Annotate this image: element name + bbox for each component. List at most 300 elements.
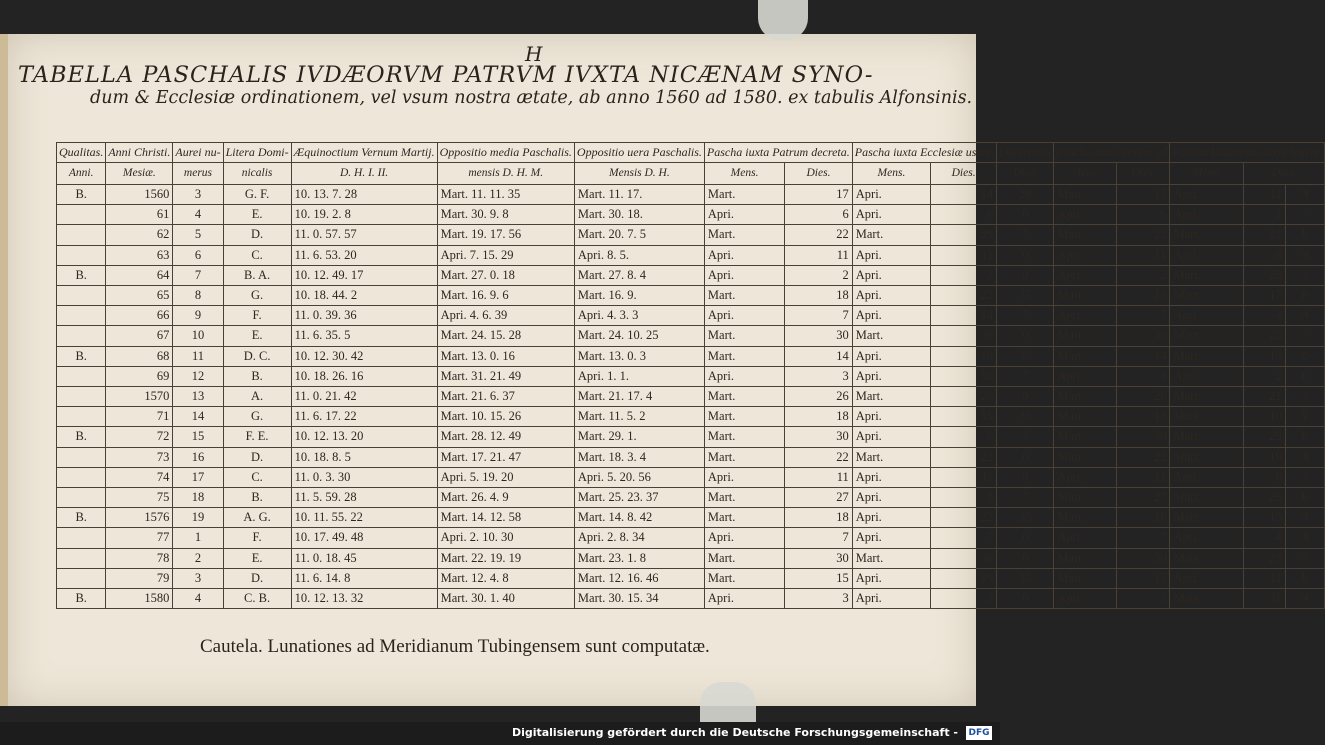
oppositio-uera-cell: Apri. 8. 5. [574,245,704,265]
iudaeorum-mens-cell: Mart. [1170,427,1244,447]
table-row [57,286,1325,306]
year-cell: 62 [106,225,173,245]
patrum-mens-cell: Apri. [704,467,784,487]
ueram-mens-cell: Mart. [1054,387,1117,407]
ueram-mens-cell: Mart. [1054,488,1117,508]
year-cell: 77 [106,528,173,548]
col-header-qualitas: Qualitas. [57,143,106,163]
qualitas-cell: B. [57,346,106,366]
patrum-mens-cell: Mart. [704,447,784,467]
ecclesiae-mens-cell: Mart. [852,548,930,568]
litera-cell: C. [223,245,291,265]
patrum-mens-cell: Apri. [704,306,784,326]
ueram-mens-cell: Mart. [1054,185,1117,205]
litera-cell: F. [223,306,291,326]
litera-cell: G. [223,286,291,306]
oppositio-media-cell: Mart. 14. 12. 58 [437,508,574,528]
col-header-pascha-ueram: Pascha iuxta ueram ☍ [1054,143,1170,163]
patrum-mens-cell: Mart. [704,427,784,447]
oppositio-uera-cell: Mart. 30. 18. [574,205,704,225]
year-cell: 67 [106,326,173,346]
litera-cell: B. A. [223,265,291,285]
patrum-mens-cell: Apri. [704,366,784,386]
subheader-anni: Mesiæ. [106,163,173,185]
planet-symbol-cell: ♃ [1285,185,1324,205]
patrum-dies-cell: 22 [785,225,853,245]
ueram-dies-cell: 26 [1117,387,1170,407]
year-cell: 74 [106,467,173,487]
qualitas-cell [57,528,106,548]
ueram-dies-cell: 30 [1117,326,1170,346]
oppositio-media-cell: Mart. 24. 15. 28 [437,326,574,346]
planet-symbol-cell: ♃ [1285,306,1324,326]
iudaeorum-dies-cell: 23 [1244,548,1286,568]
oppositio-media-cell: Mart. 27. 0. 18 [437,265,574,285]
ueram-dies-cell: 30 [1117,548,1170,568]
ueram-mens-cell: Mart. [1054,407,1117,427]
patrum-dies-cell: 18 [785,508,853,528]
litera-cell: E. [223,205,291,225]
table-title-line-2: dum & Ecclesiæ ordinationem, vel vsum nostra ætate, ab anno 1560 ad 1580. ex tabulis Alfonsinis. [90,88,973,108]
patrum-dies-cell: 2 [785,265,853,285]
ueram-mens-cell: Apri. [1054,306,1117,326]
ecclesiae-dies-cell: 15 [931,407,997,427]
patrum-mens-cell: Mart. [704,326,784,346]
col-header-pascha-patrum: Pascha iuxta Patrum decreta. [704,143,852,163]
ueram-mens-cell: Mart. [1054,326,1117,346]
ecclesiae-dies-cell: 22 [931,447,997,467]
ecclesiae-dies-cell: 19 [931,568,997,588]
ecclesiae-mens-cell: Apri. [852,265,930,285]
oppositio-media-cell: Mart. 11. 11. 35 [437,185,574,205]
table-row [57,407,1325,427]
patrum-mens-cell: Mart. [704,407,784,427]
oppositio-uera-cell: Mart. 16. 9. [574,286,704,306]
planet-symbol-cell: ♄ [1285,568,1324,588]
iudaeorum-mens-cell: Mart. [1170,548,1244,568]
oppositio-media-cell: Apri. 4. 6. 39 [437,306,574,326]
aequinoctium-cell: 10. 11. 55. 22 [291,508,437,528]
aureus-cell: 18 [173,488,223,508]
ueram-dies-cell: 22 [1117,447,1170,467]
litera-cell: C. [223,467,291,487]
qualitas-cell [57,326,106,346]
oppositio-uera-cell: Mart. 30. 15. 34 [574,589,704,609]
litera-cell: A. [223,387,291,407]
iudaeorum-dies-cell: 13 [1244,346,1286,366]
year-cell: 69 [106,366,173,386]
litera-cell: D. C. [223,346,291,366]
planet-symbol-cell: ♄ [1285,488,1324,508]
aequinoctium-cell: 10. 12. 13. 20 [291,427,437,447]
ueram-mens-cell: Apri. [1054,245,1117,265]
subheader-ecclesiae-dies: Dies. [931,163,997,185]
patrum-dies-cell: 27 [785,488,853,508]
aequinoctium-cell: 10. 13. 7. 28 [291,185,437,205]
oppositio-media-cell: Mart. 21. 6. 37 [437,387,574,407]
ueram-dies-cell: 3 [1117,589,1170,609]
oppositio-uera-cell: Mart. 13. 0. 3 [574,346,704,366]
ueram-dies-cell: 30 [1117,427,1170,447]
iudaeorum-mens-cell: Mart. [1170,508,1244,528]
oppositio-uera-cell: Mart. 11. 5. 2 [574,407,704,427]
ueram-mens-cell: Mart. [1054,427,1117,447]
qualitas-cell [57,548,106,568]
ecclesiae-dies-cell: 11 [931,467,997,487]
subheader-qualitas: Anni. [57,163,106,185]
ecclesiae-dies-cell: 7 [931,528,997,548]
page-clip-top [758,0,808,40]
oppositio-media-cell: Apri. 7. 15. 29 [437,245,574,265]
patrum-mens-cell: Mart. [704,225,784,245]
oppositio-uera-cell: Mart. 24. 10. 25 [574,326,704,346]
year-cell: 1576 [106,508,173,528]
qualitas-cell [57,488,106,508]
table-row [57,589,1325,609]
aequinoctium-cell: 11. 0. 18. 45 [291,548,437,568]
planet-symbol-cell: ♄ [1285,427,1324,447]
ueram-dies-cell: 11 [1117,467,1170,487]
ecclesiae-mens-cell: Apri. [852,245,930,265]
col-header-anni: Anni Christi. [106,143,173,163]
differentia-cell: 0 [997,326,1054,346]
year-cell: 64 [106,265,173,285]
aequinoctium-cell: 11. 6. 14. 8 [291,568,437,588]
iudaeorum-dies-cell: 4 [1244,306,1286,326]
patrum-mens-cell: Apri. [704,265,784,285]
planet-symbol-cell: ♂ [1285,467,1324,487]
table-row [57,245,1325,265]
ecclesiae-dies-cell: 3 [931,589,997,609]
oppositio-uera-cell: Mart. 21. 17. 4 [574,387,704,407]
patrum-dies-cell: 6 [785,205,853,225]
ueram-dies-cell: 6 [1117,205,1170,225]
iudaeorum-mens-cell: Mart. [1170,488,1244,508]
col-header-aequinoctium: Æquinoctium Vernum Martij. [291,143,437,163]
differentia-cell: 0 [997,447,1054,467]
table-row [57,387,1325,407]
iudaeorum-mens-cell: Apri. [1170,467,1244,487]
ecclesiae-dies-cell: 30 [931,326,997,346]
aequinoctium-cell: 11. 5. 59. 28 [291,488,437,508]
year-cell: 73 [106,447,173,467]
table-row [57,447,1325,467]
subheader-iudaeorum-dies: Dies. [1244,163,1325,185]
patrum-mens-cell: Mart. [704,488,784,508]
oppositio-media-cell: Mart. 17. 21. 47 [437,447,574,467]
aequinoctium-cell: 10. 18. 26. 16 [291,366,437,386]
iudaeorum-dies-cell: 15 [1244,508,1286,528]
qualitas-cell [57,387,106,407]
aequinoctium-cell: 11. 0. 21. 42 [291,387,437,407]
aureus-cell: 13 [173,387,223,407]
differentia-cell: 28 [997,185,1054,205]
aequinoctium-cell: 11. 0. 39. 36 [291,306,437,326]
oppositio-media-cell: Mart. 19. 17. 56 [437,225,574,245]
cautela-note: Cautela. Lunationes ad Meridianum Tubingensem sunt computatæ. [200,636,710,657]
patrum-dies-cell: 3 [785,589,853,609]
ecclesiae-mens-cell: Apri. [852,528,930,548]
litera-cell: B. [223,488,291,508]
patrum-dies-cell: 18 [785,286,853,306]
aequinoctium-cell: 10. 17. 49. 48 [291,528,437,548]
patrum-dies-cell: 30 [785,427,853,447]
oppositio-uera-cell: Mart. 14. 8. 42 [574,508,704,528]
year-cell: 65 [106,286,173,306]
patrum-mens-cell: Mart. [704,286,784,306]
qualitas-cell: B. [57,265,106,285]
litera-cell: B. [223,366,291,386]
patrum-dies-cell: 17 [785,185,853,205]
iudaeorum-dies-cell: 4 [1244,528,1286,548]
patrum-dies-cell: 15 [785,568,853,588]
patrum-dies-cell: 7 [785,306,853,326]
oppositio-media-cell: Mart. 26. 4. 9 [437,488,574,508]
differentia-cell: 0 [997,548,1054,568]
litera-cell: F. [223,528,291,548]
page-clip-bottom [700,682,756,722]
iudaeorum-dies-cell: 29 [1244,427,1286,447]
ecclesiae-dies-cell: 22 [931,508,997,528]
patrum-dies-cell: 22 [785,447,853,467]
patrum-mens-cell: Mart. [704,387,784,407]
ecclesiae-dies-cell: 3 [931,488,997,508]
aequinoctium-cell: 10. 19. 2. 8 [291,205,437,225]
litera-cell: D. [223,225,291,245]
aureus-cell: 14 [173,407,223,427]
iudaeorum-dies-cell: 19 [1244,447,1286,467]
iudaeorum-mens-cell: Apri. [1170,185,1244,205]
col-header-litera: Litera Domi- [223,143,291,163]
ueram-mens-cell: Apri. [1054,265,1117,285]
differentia-cell: 7 [997,366,1054,386]
ueram-dies-cell: 18 [1117,407,1170,427]
iudaeorum-dies-cell: 17 [1244,286,1286,306]
ueram-mens-cell: Mart. [1054,508,1117,528]
paschal-table [56,142,1325,609]
differentia-cell: 7 [997,225,1054,245]
iudaeorum-mens-cell: Mart. [1170,387,1244,407]
ueram-dies-cell: 2 [1117,265,1170,285]
iudaeorum-mens-cell: Apri. [1170,528,1244,548]
table-row [57,326,1325,346]
differentia-cell: 7 [997,427,1054,447]
qualitas-cell [57,366,106,386]
year-cell: 1560 [106,185,173,205]
differentia-cell: 0 [997,265,1054,285]
ecclesiae-mens-cell: Apri. [852,185,930,205]
ecclesiae-mens-cell: Mart. [852,326,930,346]
aureus-cell: 19 [173,508,223,528]
ecclesiae-dies-cell: 18 [931,346,997,366]
qualitas-cell [57,245,106,265]
subheader-iudaeorum-mens: Mens. [1170,163,1244,185]
table-row [57,366,1325,386]
ecclesiae-dies-cell: 11 [931,245,997,265]
ueram-dies-cell: 27 [1117,488,1170,508]
iudaeorum-mens-cell: Mart. [1170,589,1244,609]
aequinoctium-cell: 10. 12. 49. 17 [291,265,437,285]
ecclesiae-mens-cell: Apri. [852,366,930,386]
aureus-cell: 9 [173,306,223,326]
subheader-oppositio-media: mensis D. H. M. [437,163,574,185]
year-cell: 72 [106,427,173,447]
litera-cell: D. [223,447,291,467]
iudaeorum-mens-cell: Apri. [1170,306,1244,326]
ueram-mens-cell: Mart. [1054,568,1117,588]
col-header-differentia: Differentia [997,143,1054,163]
subheader-litera: nicalis [223,163,291,185]
ueram-dies-cell: 11 [1117,245,1170,265]
planet-symbol-cell: ♂ [1285,387,1324,407]
ecclesiae-dies-cell: 14 [931,306,997,326]
litera-cell: C. B. [223,589,291,609]
qualitas-cell: B. [57,589,106,609]
differentia-cell: 35 [997,407,1054,427]
aequinoctium-cell: 11. 6. 17. 22 [291,407,437,427]
footer-credit: Digitalisierung gefördert durch die Deutsche Forschungsgemeinschaft - [511,726,958,739]
ecclesiae-dies-cell: 29 [931,225,997,245]
table-row [57,508,1325,528]
litera-cell: F. E. [223,427,291,447]
litera-cell: G. F. [223,185,291,205]
patrum-mens-cell: Apri. [704,589,784,609]
iudaeorum-mens-cell: Mart. [1170,407,1244,427]
aureus-cell: 4 [173,205,223,225]
ecclesiae-mens-cell: Apri. [852,427,930,447]
litera-cell: E. [223,326,291,346]
patrum-dies-cell: 3 [785,366,853,386]
table-row [57,306,1325,326]
ueram-mens-cell: Apri. [1054,589,1117,609]
iudaeorum-dies-cell: 6 [1244,467,1286,487]
iudaeorum-dies-cell: 25 [1244,326,1286,346]
oppositio-uera-cell: Apri. 5. 20. 56 [574,467,704,487]
planet-symbol-cell: ☿ [1285,346,1324,366]
subheader-row [57,163,1325,185]
ecclesiae-dies-cell: 14 [931,185,997,205]
aequinoctium-cell: 11. 6. 53. 20 [291,245,437,265]
qualitas-cell: B. [57,185,106,205]
ecclesiae-mens-cell: Apri. [852,467,930,487]
differentia-cell: 0 [997,205,1054,225]
subheader-patrum-dies: Dies. [785,163,853,185]
ueram-dies-cell: 15 [1117,568,1170,588]
col-header-pascha-iudaeorum: Pascha Iudæorum iuxta legem. [1170,143,1324,163]
iudaeorum-mens-cell: Apri. [1170,205,1244,225]
aureus-cell: 7 [173,265,223,285]
planet-symbol-cell: ♄ [1285,225,1324,245]
year-cell: 63 [106,245,173,265]
planet-symbol-cell: ♂ [1285,205,1324,225]
patrum-dies-cell: 30 [785,548,853,568]
table-row [57,528,1325,548]
aequinoctium-cell: 11. 6. 35. 5 [291,326,437,346]
ecclesiae-dies-cell: 2 [931,265,997,285]
year-cell: 71 [106,407,173,427]
planet-symbol-cell: ♃ [1285,589,1324,609]
table-row [57,346,1325,366]
ueram-mens-cell: Apri. [1054,528,1117,548]
year-cell: 1570 [106,387,173,407]
patrum-mens-cell: Mart. [704,508,784,528]
oppositio-uera-cell: Mart. 20. 7. 5 [574,225,704,245]
table-row [57,225,1325,245]
table-row [57,488,1325,508]
qualitas-cell: B. [57,508,106,528]
year-cell: 61 [106,205,173,225]
ueram-dies-cell: 14 [1117,346,1170,366]
oppositio-uera-cell: Apri. 2. 8. 34 [574,528,704,548]
aureus-cell: 1 [173,528,223,548]
ecclesiae-dies-cell: 26 [931,387,997,407]
year-cell: 66 [106,306,173,326]
aureus-cell: 15 [173,427,223,447]
oppositio-media-cell: Mart. 28. 12. 49 [437,427,574,447]
aureus-cell: 10 [173,326,223,346]
table-row [57,265,1325,285]
planet-symbol-cell: ♂ [1285,326,1324,346]
ueram-mens-cell: Mart. [1054,346,1117,366]
differentia-cell: 35 [997,508,1054,528]
table-row [57,467,1325,487]
differentia-cell: 7 [997,306,1054,326]
subheader-aurei: merus [173,163,223,185]
ecclesiae-mens-cell: Mart. [852,447,930,467]
planet-symbol-cell: ☿ [1285,407,1324,427]
patrum-mens-cell: Apri. [704,245,784,265]
iudaeorum-dies-cell: 26 [1244,488,1286,508]
iudaeorum-mens-cell: Apri. [1170,366,1244,386]
oppositio-media-cell: Mart. 16. 9. 6 [437,286,574,306]
ecclesiae-mens-cell: Apri. [852,286,930,306]
planet-symbol-cell: ♃ [1285,447,1324,467]
iudaeorum-dies-cell: 1 [1244,205,1286,225]
oppositio-media-cell: Apri. 2. 10. 30 [437,528,574,548]
oppositio-media-cell: Mart. 13. 0. 16 [437,346,574,366]
patrum-mens-cell: Mart. [704,346,784,366]
qualitas-cell [57,205,106,225]
ueram-dies-cell: 18 [1117,286,1170,306]
differentia-cell: 35 [997,286,1054,306]
oppositio-uera-cell: Mart. 18. 3. 4 [574,447,704,467]
patrum-dies-cell: 7 [785,528,853,548]
year-cell: 1580 [106,589,173,609]
ecclesiae-dies-cell: 22 [931,286,997,306]
signature-mark: H [525,42,543,66]
patrum-mens-cell: Apri. [704,205,784,225]
oppositio-uera-cell: Apri. 1. 1. [574,366,704,386]
litera-cell: D. [223,568,291,588]
table-body [57,185,1325,609]
oppositio-uera-cell: Apri. 4. 3. 3 [574,306,704,326]
oppositio-media-cell: Apri. 5. 19. 20 [437,467,574,487]
oppositio-media-cell: Mart. 30. 1. 40 [437,589,574,609]
aureus-cell: 2 [173,548,223,568]
ecclesiae-mens-cell: Apri. [852,488,930,508]
oppositio-media-cell: Mart. 22. 19. 19 [437,548,574,568]
ueram-mens-cell: Mart. [1054,447,1117,467]
litera-cell: G. [223,407,291,427]
differentia-cell: 35 [997,568,1054,588]
aureus-cell: 12 [173,366,223,386]
aequinoctium-cell: 10. 12. 30. 42 [291,346,437,366]
iudaeorum-dies-cell: 31 [1244,589,1286,609]
ueram-dies-cell: 17 [1117,185,1170,205]
aureus-cell: 11 [173,346,223,366]
differentia-cell: 0 [997,589,1054,609]
ecclesiae-mens-cell: Apri. [852,306,930,326]
